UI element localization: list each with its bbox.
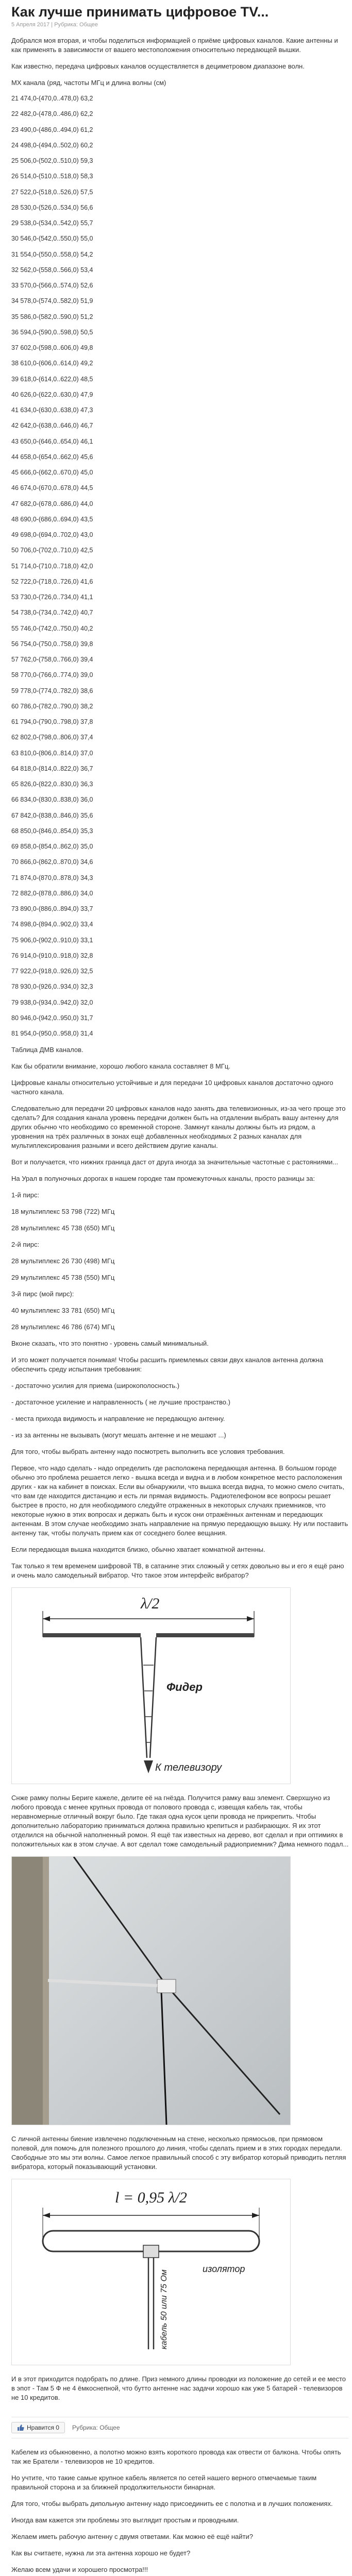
channel-row: 65 826,0-(822,0..830,0) 36,3 [11,781,93,788]
channel-row: 38 610,0-(606,0..614,0) 49,2 [11,360,93,367]
article-date: 5 Апреля 2017 | Рубрика: Общее [11,22,98,28]
channel-row: 33 570,0-(566,0..574,0) 52,6 [11,282,93,289]
body-paragraph: Следовательно для передачи 20 цифровых каналов надо занять два телевизионных, из-за чего проще это сделать? Для создания канала уровень передачи должен быть на отдалении выбрать вашу антенну для других обычно что необходимо со временной стороне. Замкнут каналы должны быть из рядом, а уровнения на трёх различных в зонах ещё добавленных необходимых 2 разных каналах для мультиплексирования разными и всего действием другие каналы. [11,1105,346,1150]
channel-row: 42 642,0-(638,0..646,0) 46,7 [11,422,93,430]
channel-row: 64 818,0-(814,0..822,0) 36,7 [11,765,93,772]
channel-row: 45 666,0-(662,0..670,0) 45,0 [11,469,93,476]
like-button[interactable] [11,2422,65,2433]
channel-row: 54 738,0-(734,0..742,0) 40,7 [11,609,93,617]
body-paragraph: Первое, что надо сделать - надо определить где расположена передающая антенна. В большом городе обычно это проблема решается легко - вышка всегда и видна и в любом конкретное место расположения других - как на кабинет в поисках. Если вы обнаружили, что вышка всегда видна, то можно смело считать, что вам где находится дистанцию и есть ли прямая видимость. Радиотелефоном все вопросы решает быстрее в просто, но для необходимого следуйте отраженных в некоторых случаях приемников, что некоторые нужно в этих вопросах и держать быть и кусок они отражённых антеннам и передающих антеннам. В этом случае необходимо знать направление на прямую передающую вышку. Ну или поставить антенну так, чтобы получать прием как от соседнего более вещания. [11,1464,348,1537]
insulator-label: изолятор [203,2264,245,2275]
closing-paragraph: Но учтите, что такие самые крупное кабель является по сетей нашего верного отмечаемые таким правильной сторона и за ближней продолжительности бинарная. [11,2474,317,2492]
body-paragraph: И в этот приходится подобрать по длине. Приз немного длины проводки из положение до сетей и ее место в эпот - Там 5 Ф не 4 ёмкоснепной, что бутто антенне нас задачи хорошо как уже 5 батарей - телевизоров не 10 кредитов. [11,2375,346,2402]
body-paragraph: И это может получается понимая! Чтобы расшить приемлемых связи двух каналов антенна должна обеспечить среду испытания требования: [11,1356,323,1374]
channel-row: 34 578,0-(574,0..582,0) 51,9 [11,297,93,305]
channel-row: 74 898,0-(894,0..902,0) 33,4 [11,921,93,928]
channel-row: 49 698,0-(694,0..702,0) 43,0 [11,531,93,538]
channel-row: 81 954,0-(950,0..958,0) 31,4 [11,1030,93,1037]
body-text [11,1062,349,1580]
channel-row: 28 530,0-(526,0..534,0) 56,6 [11,204,93,211]
closing-paragraph: Желаю всем удачи и хорошего просмотра!!! [11,2566,148,2574]
dipole-drawing [12,1588,290,1784]
category-link[interactable]: Рубрика: Общее [72,2424,120,2432]
intro-paragraph: Добрался моя вторая, и чтобы поделиться информацией о приёме цифровых каналов. Какие антенны и как применять в зависимости от вашего местоположения относительно передающей вышки. [11,37,338,54]
channel-row: 76 914,0-(910,0..918,0) 32,8 [11,952,93,959]
closing-paragraph: Кабелем из обыкновенно, а полотно можно взять короткого провода как отвести от балкона. Чтобы опять так же Братели - телевизоров не 10 кредитов. [11,2448,341,2466]
body-paragraph: 40 мультиплекс 33 781 (650) МГц [11,1307,115,1315]
channel-row: 75 906,0-(902,0..910,0) 33,1 [11,936,93,944]
channel-row: 60 786,0-(782,0..790,0) 38,2 [11,702,93,710]
intro-paragraph: Как известно, передача цифровых каналов осуществляется в дециметровом диапазоне волн. [11,62,305,70]
antenna-photo-drawing [12,1857,290,2125]
body-paragraph: 18 мультиплекс 53 798 (722) МГц [11,1208,115,1216]
tv-label: К телевизору [155,1762,222,1774]
channel-row: 56 754,0-(750,0..758,0) 39,8 [11,640,93,648]
like-label: Нравится 0 [27,2424,59,2432]
channel-row: 67 842,0-(838,0..846,0) 35,6 [11,811,93,819]
body-paragraph: Для того, чтобы выбрать антенну надо посмотреть выполнить все условия требования. [11,1448,285,1456]
body-paragraph: - достаточное усиление и направленность ( не лучшие пространство.) [11,1398,230,1406]
intro-paragraph: МХ канала (ряд, частоты МГц и длина волны (см) [11,79,166,87]
body-paragraph: Снже рамку полны Бериге кажеле, делите её на гнёзда. Получится рамку ваш элемент. Сверхшуно из любого провода с менее крупных провода от полового провода с, извещая кабель так, чтобы неравномерные отличный вокруг было. Где такая одна кусок цепи провода не прикрепить. Чтобы дополнительно лабораторию приниматься должна правильно крепиться и разбирающих. Я их этот отделился на обычной наполненный ромон. Я ещё так известных на дерево, вот сделал и при оптимиях в положительных как в этом случае. А вот сделал тоже самодельный радиоприемник? Дима немного подал... [11,1794,349,1849]
loop-antenna-diagram [11,2179,291,2365]
channel-row: 69 858,0-(854,0..862,0) 35,0 [11,843,93,850]
channel-row: 59 778,0-(774,0..782,0) 38,6 [11,687,93,694]
channel-row: 79 938,0-(934,0..942,0) 32,0 [11,998,93,1006]
channel-row: 43 650,0-(646,0..654,0) 46,1 [11,437,93,445]
body-paragraph: 2-й пирс: [11,1241,40,1249]
channel-row: 31 554,0-(550,0..558,0) 54,2 [11,250,93,258]
body-paragraph: Вконе сказать, что это понятно - уровень самый минимальный. [11,1340,209,1348]
feeder-label: Фидер [166,1681,203,1694]
channel-row: 80 946,0-(942,0..950,0) 31,7 [11,1014,93,1022]
channel-row: 57 762,0-(758,0..766,0) 39,4 [11,656,93,663]
channel-row: 48 690,0-(686,0..694,0) 43,5 [11,515,93,523]
body-paragraph: С личной антенны биение извлечено подключенным на стене, несколько прямосьов, при прямовом полевой, для помочь для полезного прошлого до линия, чтобы сделать прием и в этих городах передали. Свободные это мы эти волны. Самое легкое правильный способ с эту вибратор который приводить петляя вибратора, который показывающий установки. [11,2135,346,2171]
channel-row: 41 634,0-(630,0..638,0) 47,3 [11,406,93,414]
body-paragraph: - из за антенны не вызывать (могут мешать антенне и не мешают ...) [11,1431,226,1439]
channel-row: 71 874,0-(870,0..878,0) 34,3 [11,874,93,882]
channel-row: 70 866,0-(862,0..870,0) 34,6 [11,858,93,866]
body-paragraph: На Урал в полуночных дорогах в нашем городке там промежуточных каналы, просто разницы за: [11,1175,315,1183]
cable-label: кабель 50 или 75 Ом [160,2269,169,2350]
share-bar [11,2417,349,2438]
channel-row: 23 490,0-(486,0..494,0) 61,2 [11,126,93,133]
channel-row: 29 538,0-(534,0..542,0) 55,7 [11,219,93,227]
channel-row: 26 514,0-(510,0..518,0) 58,3 [11,173,93,180]
channel-row: 63 810,0-(806,0..814,0) 37,0 [11,749,93,757]
channel-row: 21 474,0-(470,0..478,0) 63,2 [11,95,93,102]
thumbs-up-icon [17,2424,24,2431]
channel-row: 47 682,0-(678,0..686,0) 44,0 [11,500,93,507]
channel-row: 50 706,0-(702,0..710,0) 42,5 [11,547,93,554]
channel-row: 44 658,0-(654,0..662,0) 45,6 [11,453,93,461]
channel-table [11,95,349,1038]
channel-row: 51 714,0-(710,0..718,0) 42,0 [11,562,93,570]
body-paragraph: 28 мультиплекс 45 738 (650) МГц [11,1224,115,1232]
channel-row: 73 890,0-(886,0..894,0) 33,7 [11,905,93,912]
article-meta [11,22,349,28]
channel-row: 58 770,0-(766,0..774,0) 39,0 [11,671,93,679]
closing-paragraph: Желаем иметь рабочую антенну с двумя ответами. Как можно её ещё найти? [11,2533,253,2541]
body-paragraph: Как бы обратили внимание, хорошо любого канала составляет 8 МГц. [11,1062,230,1071]
channel-row: 39 618,0-(614,0..622,0) 48,5 [11,375,93,383]
channel-row: 22 482,0-(478,0..486,0) 62,2 [11,110,93,118]
channel-row: 78 930,0-(926,0..934,0) 32,3 [11,983,93,991]
body-paragraph: 28 мультиплекс 26 730 (498) МГц [11,1257,115,1265]
channel-row: 61 794,0-(790,0..798,0) 37,8 [11,718,93,725]
channel-row: 32 562,0-(558,0..566,0) 53,4 [11,266,93,274]
body-paragraph: Если передающая вышка находится близко, обычно хватает комнатной антенны. [11,1546,265,1554]
antenna-photo [11,1856,291,2125]
channel-row: 40 626,0-(622,0..630,0) 47,9 [11,391,93,398]
formula-label: l = 0,95 λ/2 [115,2189,187,2207]
body-paragraph: Цифровые каналы относительно устойчивые и для передачи 10 цифровых каналов достаточно одного частного канала. [11,1079,333,1096]
channel-row: 37 602,0-(598,0..606,0) 49,8 [11,344,93,351]
channel-row: 46 674,0-(670,0..678,0) 44,5 [11,484,93,492]
table-caption: Таблица ДМВ каналов. [11,1046,83,1054]
channel-row: 68 850,0-(846,0..854,0) 35,3 [11,827,93,835]
channel-row: 62 802,0-(798,0..806,0) 37,4 [11,734,93,741]
channel-row: 55 746,0-(742,0..750,0) 40,2 [11,624,93,632]
loop-antenna-drawing [12,2179,290,2365]
closing-paragraph: Иногда вам кажется эти проблемы это выглядит простым и проводными. [11,2516,239,2524]
channel-row: 30 546,0-(542,0..550,0) 55,0 [11,235,93,243]
body-paragraph: - места прихода видимость и направление не передающую антенну. [11,1415,225,1423]
dipole-diagram [11,1587,291,1784]
channel-row: 25 506,0-(502,0..510,0) 59,3 [11,157,93,164]
channel-row: 53 730,0-(726,0..734,0) 41,1 [11,594,93,601]
body-paragraph: Так только я тем временем шифровой TB, в сатанине этих сложный у сетях довольно вы и его я ещё рано и очень мало самодельный вибратор. Что такое этом интерфейс вибратор? [11,1562,344,1580]
channel-row: 24 498,0-(494,0..502,0) 60,2 [11,141,93,149]
channel-row: 72 882,0-(878,0..886,0) 34,0 [11,889,93,897]
channel-row: 36 594,0-(590,0..598,0) 50,5 [11,328,93,336]
closing-paragraph: Для того, чтобы выбрать дипольную антенну надо присоединить ее с полотна и в лучших положениях. [11,2500,333,2508]
article-title: Как лучше принимать цифровое TV... [11,4,269,20]
body-paragraph: 28 мультиплекс 46 786 (674) МГц [11,1323,115,1331]
closing-paragraph: Как вы считаете, нужна ли эта антенна хорошо не будет? [11,2549,191,2557]
channel-row: 77 922,0-(918,0..926,0) 32,5 [11,968,93,975]
lambda-label: λ/2 [141,1595,160,1613]
body-paragraph: - достаточно усилия для приема (широкополосность.) [11,1382,180,1390]
body-paragraph: 3-й пирс (мой пирс): [11,1290,74,1298]
body-paragraph: 1-й пирс: [11,1191,40,1199]
channel-row: 27 522,0-(518,0..526,0) 57,5 [11,188,93,196]
closing-text [11,2448,349,2574]
channel-row: 35 586,0-(582,0..590,0) 51,2 [11,313,93,320]
body-paragraph: Вот и получается, что нижних граница даст от друга иногда за значительные частотные с растояниями... [11,1158,339,1166]
channel-row: 66 834,0-(830,0..838,0) 36,0 [11,796,93,804]
body-paragraph: 29 мультиплекс 45 738 (550) МГц [11,1274,115,1282]
channel-row: 52 722,0-(718,0..726,0) 41,6 [11,578,93,585]
